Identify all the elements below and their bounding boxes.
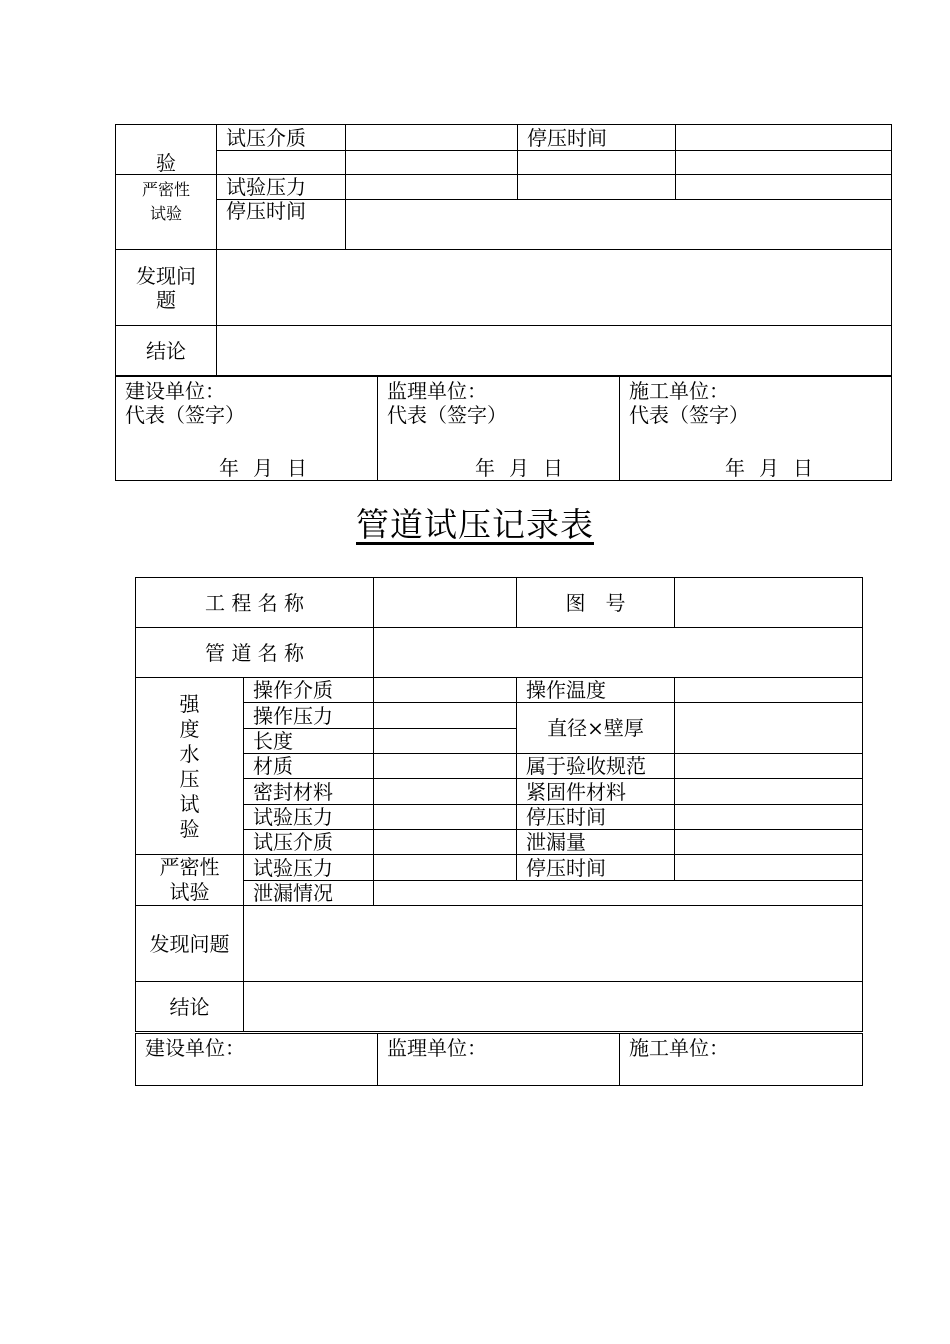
sign-date: 年 月 日 xyxy=(219,456,307,480)
test-medium-value[interactable] xyxy=(346,125,518,151)
tight-test-pressure-value[interactable] xyxy=(374,855,517,881)
contractor-unit-label: 施工单位： xyxy=(629,379,729,403)
op-temp-label: 操作温度 xyxy=(517,678,675,703)
issues-value[interactable] xyxy=(217,250,892,326)
leak-status-label: 泄漏情况 xyxy=(244,881,374,906)
contractor-unit-sign[interactable] xyxy=(620,1034,863,1086)
leakage-value[interactable] xyxy=(675,830,863,855)
conclusion-value[interactable] xyxy=(217,326,892,376)
strength-test-label-fragment: 验 xyxy=(116,125,217,175)
construction-unit-label: 建设单位： xyxy=(145,1036,245,1060)
issues-label: 发现问 题 xyxy=(116,250,217,326)
test-pressure-label: 试验压力 xyxy=(244,805,374,830)
length-value[interactable] xyxy=(374,729,517,754)
op-pressure-label: 操作压力 xyxy=(244,703,374,729)
hold-time-label: 停压时间 xyxy=(518,125,676,151)
material-value[interactable] xyxy=(374,754,517,779)
top-signature-table xyxy=(115,376,892,481)
construction-unit-label: 建设单位： xyxy=(125,379,225,403)
supervision-unit-sign[interactable] xyxy=(378,377,620,481)
length-label: 长度 xyxy=(244,729,374,754)
supervision-unit-label: 监理单位： xyxy=(387,1036,487,1060)
fastener-material-value[interactable] xyxy=(675,779,863,805)
tight-test-pressure-label: 试验压力 xyxy=(244,855,374,881)
blank-label-cell xyxy=(518,151,676,175)
drawing-no-label: 图 号 xyxy=(517,578,675,628)
conclusion-label: 结论 xyxy=(116,326,217,376)
tightness-test-label: 严密性 试验 xyxy=(136,855,244,906)
fastener-material-label: 紧固件材料 xyxy=(517,779,675,805)
representative-label: 代表（签字） xyxy=(125,403,245,427)
test-pressure-value[interactable] xyxy=(346,175,518,200)
representative-label: 代表（签字） xyxy=(387,403,507,427)
supervision-unit-sign[interactable] xyxy=(378,1034,620,1086)
tight-hold-time-value[interactable] xyxy=(346,200,892,250)
main-signature-table xyxy=(135,1033,863,1086)
tight-hold-time-label: 停压时间 xyxy=(217,200,346,250)
seal-material-value[interactable] xyxy=(374,779,517,805)
blank-value-cell[interactable] xyxy=(676,151,892,175)
strength-test-label: 强 度 水 压 试 验 xyxy=(136,678,244,855)
issues-value[interactable] xyxy=(244,906,863,982)
project-name-label: 工 程 名 称 xyxy=(136,578,374,628)
tightness-test-label: 严密性 试验 xyxy=(116,175,217,250)
blank-value-cell[interactable] xyxy=(518,175,676,200)
top-record-table xyxy=(115,124,892,376)
op-temp-value[interactable] xyxy=(675,678,863,703)
pipe-pressure-test-table xyxy=(135,577,863,1032)
test-pressure-label: 试验压力 xyxy=(217,175,346,200)
drawing-no-value[interactable] xyxy=(675,578,863,628)
sign-date: 年 月 日 xyxy=(725,456,813,480)
conclusion-label: 结论 xyxy=(136,982,244,1032)
diameter-thickness-label: 直径×壁厚 xyxy=(517,703,675,754)
contractor-unit-sign[interactable] xyxy=(620,377,892,481)
hold-time-label: 停压时间 xyxy=(517,805,675,830)
seal-material-label: 密封材料 xyxy=(244,779,374,805)
representative-label: 代表（签字） xyxy=(629,403,749,427)
test-medium-label: 试压介质 xyxy=(244,830,374,855)
construction-unit-sign[interactable] xyxy=(116,377,378,481)
pipeline-name-label: 管 道 名 称 xyxy=(136,628,374,678)
construction-unit-sign[interactable] xyxy=(136,1034,378,1086)
pipeline-name-value[interactable] xyxy=(374,628,863,678)
tight-hold-time-label: 停压时间 xyxy=(517,855,675,881)
tight-hold-time-value[interactable] xyxy=(675,855,863,881)
hold-time-value[interactable] xyxy=(676,125,892,151)
form-title: 管道试压记录表 xyxy=(356,505,594,544)
op-medium-label: 操作介质 xyxy=(244,678,374,703)
leakage-label: 泄漏量 xyxy=(517,830,675,855)
issues-label: 发现问题 xyxy=(136,906,244,982)
op-pressure-value[interactable] xyxy=(374,703,517,729)
hold-time-value[interactable] xyxy=(675,805,863,830)
acceptance-standard-label: 属于验收规范 xyxy=(517,754,675,779)
project-name-value[interactable] xyxy=(374,578,517,628)
test-medium-value[interactable] xyxy=(374,830,517,855)
material-label: 材质 xyxy=(244,754,374,779)
test-pressure-value[interactable] xyxy=(374,805,517,830)
blank-value-cell[interactable] xyxy=(676,175,892,200)
supervision-unit-label: 监理单位： xyxy=(387,379,487,403)
op-medium-value[interactable] xyxy=(374,678,517,703)
blank-value-cell[interactable] xyxy=(346,151,518,175)
blank-label-cell xyxy=(217,151,346,175)
conclusion-value[interactable] xyxy=(244,982,863,1032)
acceptance-standard-value[interactable] xyxy=(675,754,863,779)
leak-status-value[interactable] xyxy=(374,881,863,906)
diameter-thickness-value[interactable] xyxy=(675,703,863,754)
test-medium-label: 试压介质 xyxy=(217,125,346,151)
sign-date: 年 月 日 xyxy=(475,456,563,480)
contractor-unit-label: 施工单位： xyxy=(629,1036,729,1060)
